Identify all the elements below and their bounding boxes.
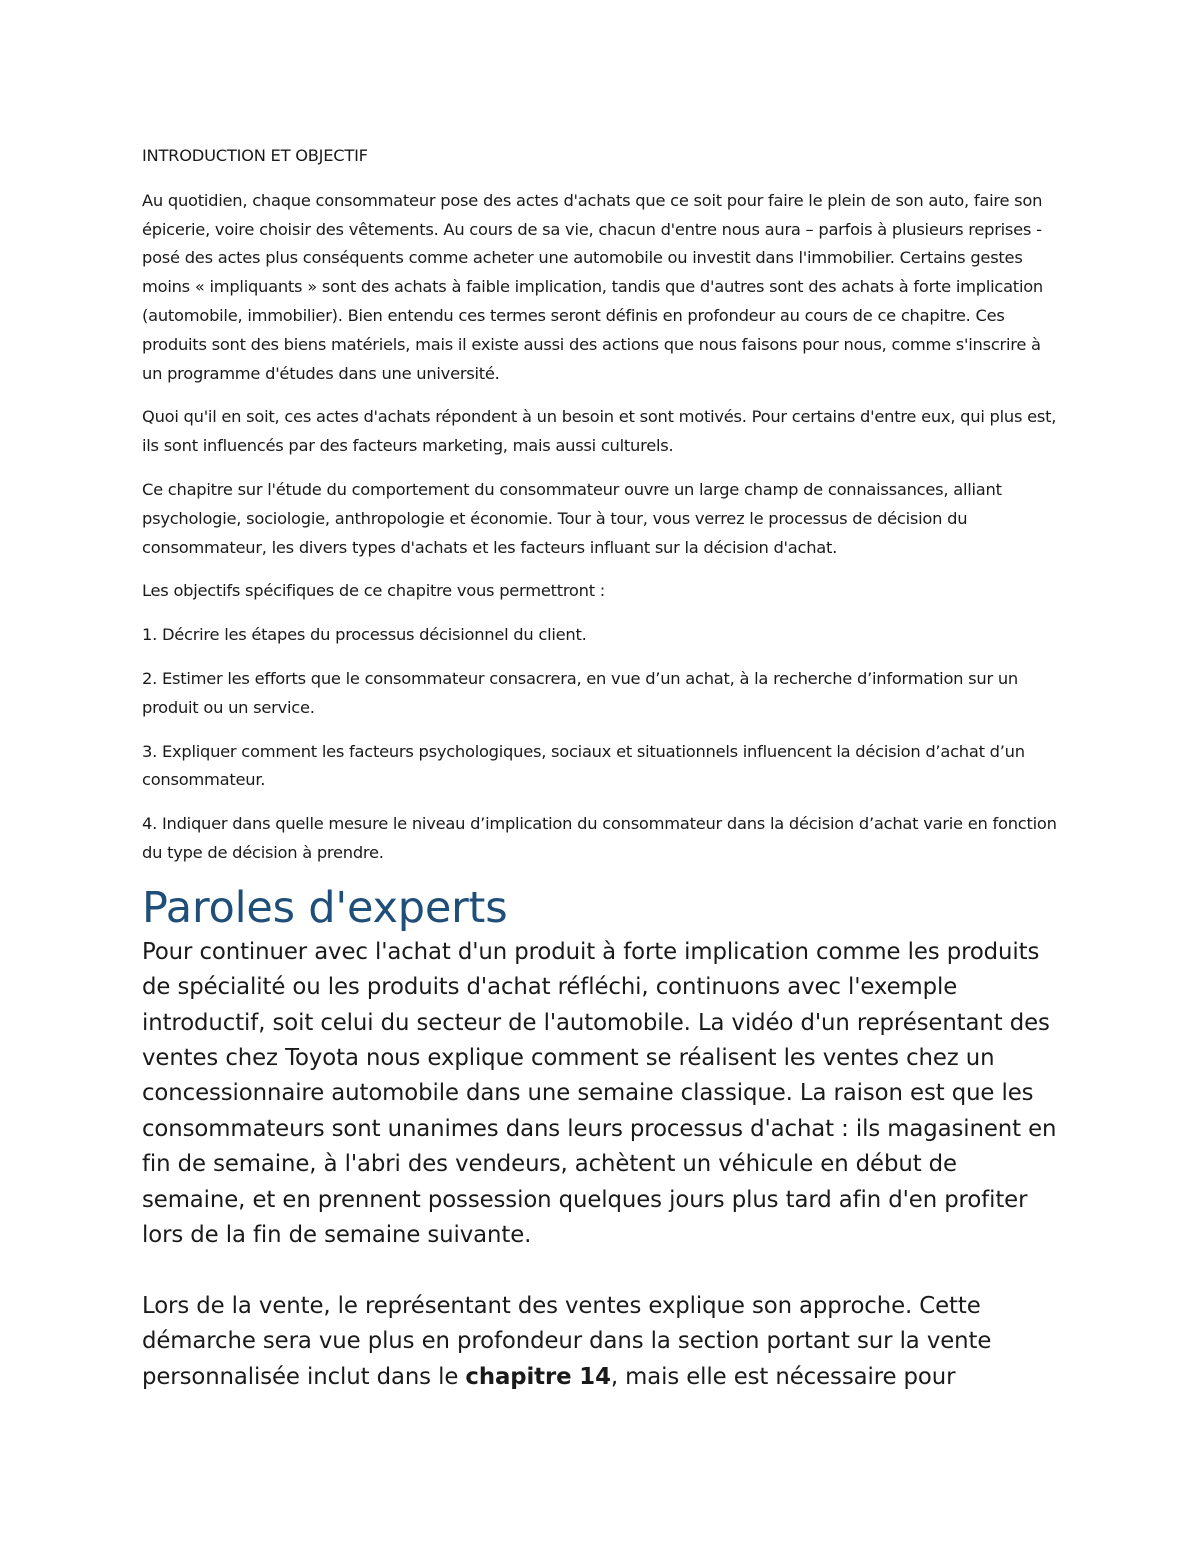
objective-item-1: 1. Décrire les étapes du processus décisionnel du client. bbox=[142, 625, 587, 645]
intro-paragraph-1: Au quotidien, chaque consommateur pose des actes d'achats que ce soit pour faire le plein de son auto, faire son épicerie, voire choisir des vêtements. Au cours de sa vie, chacun d'entre nous aura – parfois à plusieurs reprises - posé des actes plus conséquents comme acheter une automobile ou investit dans l'immobilier. Certains gestes moins « impliquants » sont des achats à faible implication, tandis que d'autres sont des achats à forte implication (automobile, immobilier). Bien entendu ces termes seront définis en profondeur au cours de ce chapitre. Ces produits sont des biens matériels, mais il existe aussi des actions que nous faisons pour nous, comme s'inscrire à un programme d'études dans une université. bbox=[142, 190, 1043, 383]
document-content bbox=[142, 142, 1062, 1395]
intro-heading: INTRODUCTION ET OBJECTIF bbox=[142, 146, 368, 165]
objective-item-4: 4. Indiquer dans quelle mesure le niveau d’implication du consommateur dans la décision d’achat varie en fonction du type de décision à prendre. bbox=[142, 814, 1057, 862]
section-paragraph-2 bbox=[142, 1289, 1062, 1395]
objectives-intro: Les objectifs spécifiques de ce chapitre vous permettront : bbox=[142, 581, 606, 601]
section-paragraph-1: Pour continuer avec l'achat d'un produit à forte implication comme les produits de spécialité ou les produits d'achat réfléchi, continuons avec l'exemple introductif, soit celui du secteur de l'automobile. La vidéo d'un représentant des ventes chez Toyota nous explique comment se réalisent les ventes chez un concessionnaire automobile dans une semaine classique. La raison est que les consommateurs sont unanimes dans leurs processus d'achat : ils magasinent en fin de semaine, à l'abri des vendeurs, achètent un véhicule en début de semaine, et en prennent possession quelques jours plus tard afin d'en profiter lors de la fin de semaine suivante. bbox=[142, 938, 1057, 1248]
objective-item-2: 2. Estimer les efforts que le consommateur consacrera, en vue d’un achat, à la recherche d’information sur un produit ou un service. bbox=[142, 668, 1018, 717]
section-paragraph-2-end: , mais elle est nécessaire pour bbox=[610, 1363, 956, 1390]
objective-item-3: 3. Expliquer comment les facteurs psychologiques, sociaux et situationnels influencent la décision d’achat d’un consommateur. bbox=[142, 741, 1025, 790]
section-paragraph-2-start: Lors de la vente, le représentant des ventes explique son approche. Cette démarche sera vue plus en profondeur dans la section portant sur la vente personnalisée inclut dans le bbox=[142, 1292, 992, 1390]
paragraph-spacer bbox=[142, 1253, 1062, 1288]
section-title: Paroles d'experts bbox=[142, 882, 508, 933]
intro-paragraph-3: Ce chapitre sur l'étude du comportement du consommateur ouvre un large champ de connaissances, alliant psychologie, sociologie, anthropologie et économie. Tour à tour, vous verrez le processus de décision du consommateur, les divers types d'achats et les facteurs influant sur la décision d'achat. bbox=[142, 479, 1002, 557]
chapter-reference: chapitre 14 bbox=[465, 1363, 611, 1390]
intro-paragraph-2: Quoi qu'il en soit, ces actes d'achats répondent à un besoin et sont motivés. Pour certains d'entre eux, qui plus est, ils sont influencés par des facteurs marketing, mais aussi culturels. bbox=[142, 407, 1057, 456]
